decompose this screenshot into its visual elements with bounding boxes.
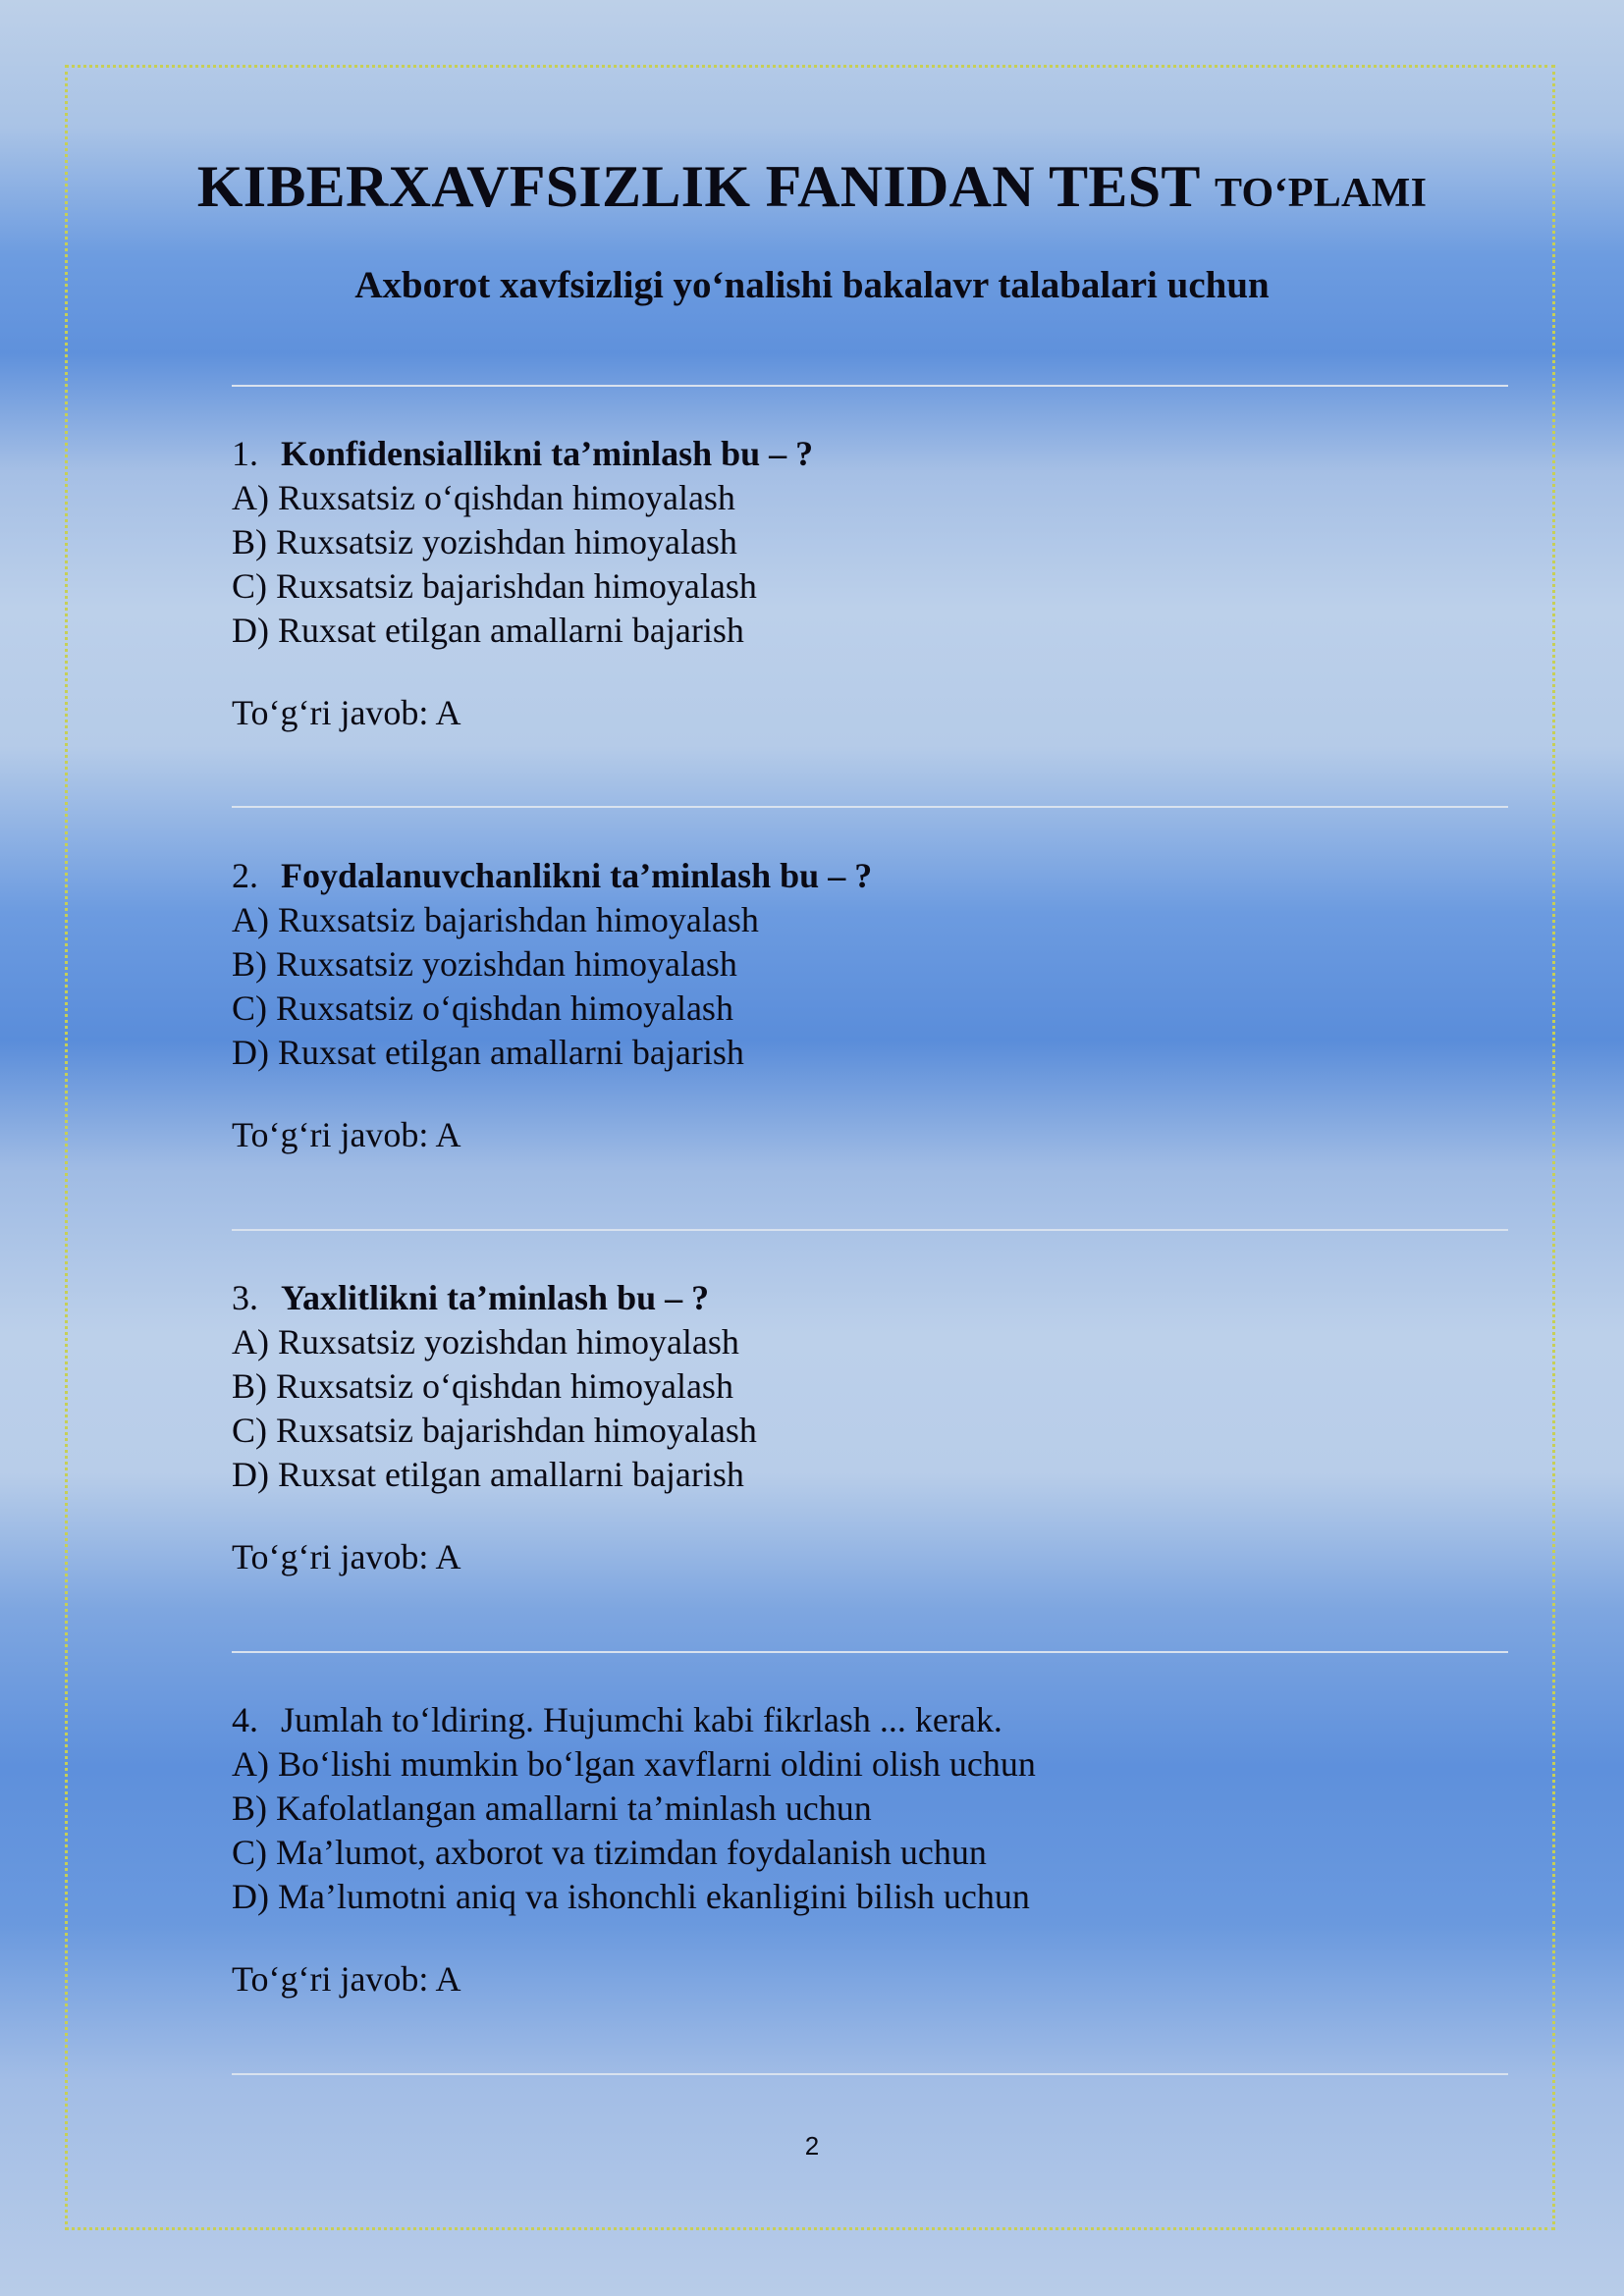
question-heading — [232, 854, 1508, 898]
option-a: A) Ruxsatsiz yozishdan himoyalash — [232, 1322, 739, 1362]
question-heading — [232, 1698, 1508, 1742]
question-heading — [232, 1276, 1508, 1320]
option-c: C) Ruxsatsiz bajarishdan himoyalash — [232, 1411, 757, 1450]
divider — [232, 385, 1508, 387]
divider — [232, 2073, 1508, 2075]
question-text: Yaxlitlikni ta’minlash bu – ? — [281, 1278, 710, 1317]
option-a: A) Ruxsatsiz bajarishdan himoyalash — [232, 900, 759, 939]
page-number: 2 — [804, 2131, 820, 2161]
correct-answer: To‘g‘ri javob: A — [232, 693, 461, 732]
page-title — [0, 153, 1624, 221]
correct-answer: To‘g‘ri javob: A — [232, 1115, 461, 1154]
option-d: D) Ruxsat etilgan amallarni bajarish — [232, 1033, 744, 1072]
question-block-3 — [232, 1276, 1508, 1579]
option-c: C) Ruxsatsiz bajarishdan himoyalash — [232, 566, 757, 606]
divider — [232, 1229, 1508, 1231]
option-a: A) Bo‘lishi mumkin bo‘lgan xavflarni oldini olish uchun — [232, 1744, 1036, 1784]
correct-answer: To‘g‘ri javob: A — [232, 1537, 461, 1576]
divider — [232, 1651, 1508, 1653]
title-tail: TO‘PLAMI — [1214, 171, 1428, 216]
page-subtitle: Axborot xavfsizligi yo‘nalishi bakalavr talabalari uchun — [354, 264, 1270, 306]
question-heading — [232, 432, 1508, 476]
question-block-4 — [232, 1698, 1508, 2002]
option-c: C) Ma’lumot, axborot va tizimdan foydalanish uchun — [232, 1833, 987, 1872]
question-text: Konfidensiallikni ta’minlash bu – ? — [281, 434, 814, 473]
question-block-1 — [232, 432, 1508, 735]
option-b: B) Ruxsatsiz yozishdan himoyalash — [232, 522, 737, 561]
option-d: D) Ruxsat etilgan amallarni bajarish — [232, 1455, 744, 1494]
question-number: 2. — [232, 856, 258, 895]
correct-answer: To‘g‘ri javob: A — [232, 1959, 461, 1999]
question-number: 1. — [232, 434, 258, 473]
divider — [232, 806, 1508, 808]
option-c: C) Ruxsatsiz o‘qishdan himoyalash — [232, 988, 733, 1028]
question-block-2 — [232, 854, 1508, 1157]
title-main: KIBERXAVFSIZLIK FANIDAN TEST — [196, 154, 1200, 219]
question-text: Foydalanuvchanlikni ta’minlash bu – ? — [281, 856, 873, 895]
question-number: 3. — [232, 1278, 258, 1317]
option-b: B) Kafolatlangan amallarni ta’minlash uchun — [232, 1789, 872, 1828]
question-number: 4. — [232, 1700, 258, 1739]
option-b: B) Ruxsatsiz o‘qishdan himoyalash — [232, 1366, 733, 1406]
option-b: B) Ruxsatsiz yozishdan himoyalash — [232, 944, 737, 984]
question-text: Jumlah to‘ldiring. Hujumchi kabi fikrlash ... kerak. — [281, 1700, 1002, 1739]
option-d: D) Ruxsat etilgan amallarni bajarish — [232, 611, 744, 650]
option-d: D) Ma’lumotni aniq va ishonchli ekanligini bilish uchun — [232, 1877, 1030, 1916]
option-a: A) Ruxsatsiz o‘qishdan himoyalash — [232, 478, 735, 517]
